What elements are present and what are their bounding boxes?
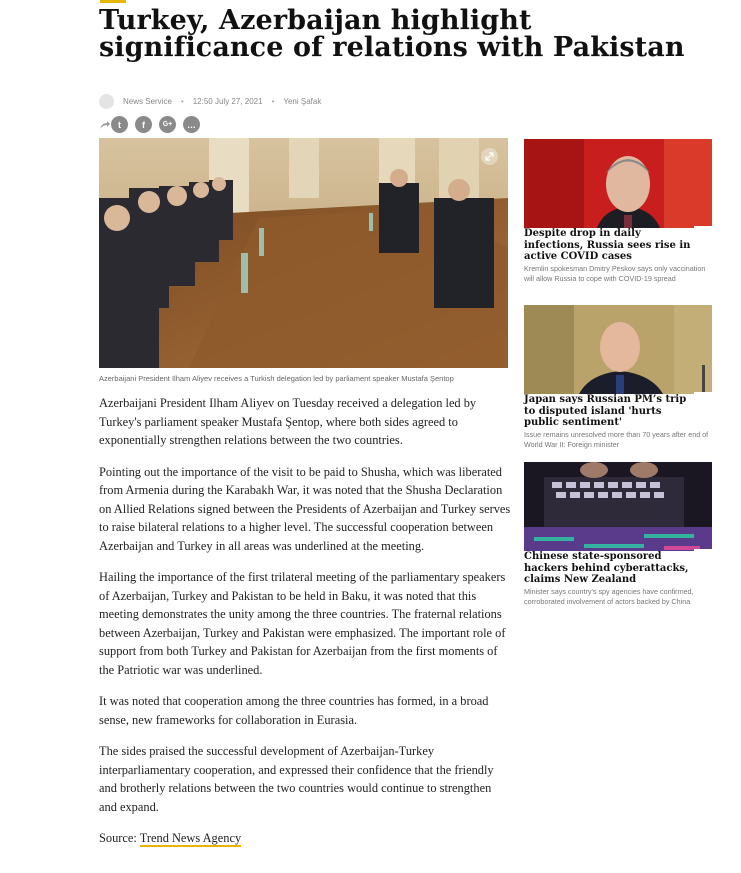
twitter-share-button[interactable] [111,116,128,133]
comment-icon: … [187,119,196,130]
meta-separator: • [180,96,184,106]
author-avatar [99,94,114,109]
publisher-name: Yeni Şafak [283,96,322,106]
meeting-photo [99,138,508,368]
source-link[interactable]: Trend News Agency [139,831,242,845]
article-paragraph: It was noted that cooperation among the three countries has formed, in a broad sense, new frameworks for collaboration in Eurasia. [99,694,489,727]
facebook-share-button[interactable] [135,116,152,133]
related-news-title[interactable]: Japan says Russian PM’s trip to disputed island 'hurts public sentiment' [524,394,712,429]
related-news-sidebar [524,139,712,606]
meta-separator: • [271,96,275,106]
article-paragraph: Hailing the importance of the first trilateral meeting of the parliamentary speakers of Azerbaijan, Turkey and Pakistan to be held in Baku, it was noted that this meeting demonstrates the unity among the three countries. The fraternal relations between Azerbaijan, Turkey and Pakistan were emphasized. The important role of support from both Turkey and Pakistan for Azerbaijan from the first moments of the Patriotic war was underlined. [99,570,506,677]
expand-arrows-icon [485,152,494,161]
related-news-card-2[interactable] [524,305,712,455]
share-arrow-icon [99,119,111,131]
article-paragraph: The sides praised the successful development of Azerbaijan-Turkey interparliamentary cooperation, and expressed their confidence that the friendly and brotherly relations between the two countries would continue to strengthen and expand. [99,744,494,814]
top-accent-bar [100,0,126,3]
related-news-card-3[interactable] [524,462,712,622]
expand-image-icon[interactable] [481,148,498,165]
related-news-title[interactable]: Despite drop in daily infections, Russia sees rise in active COVID cases [524,228,712,263]
facebook-icon: f [142,119,145,130]
share-bar [99,116,207,133]
image-caption: Azerbaijani President Ilham Aliyev receives a Turkish delegation led by parliament speaker Mustafa Şentop [99,374,454,383]
related-news-summary: Kremlin spokesman Dmitry Peskov says only vaccination will allow Russia to cope with COVID-19 spread [524,263,706,283]
related-news-summary: Issue remains unresolved more than 70 years after end of World War II: Foreign minister [524,429,709,449]
source-label: Source: [99,831,137,845]
article-body [99,394,511,861]
publish-datetime: 12:50 July 27, 2021 [192,96,263,106]
google-plus-icon: G+ [162,121,173,128]
twitter-icon: t [118,119,121,130]
related-news-title[interactable]: Chinese state-sponsored hackers behind cyberattacks, claims New Zealand [524,551,712,586]
related-news-card-1[interactable] [524,139,712,299]
article-paragraph: Pointing out the importance of the visit to be paid to Shusha, which was liberated from Armenia during the Karabakh War, it was noted that the Shusha Declaration on Allied Relations signed between the Presidents of Azerbaijan and Turkey serves to raise bilateral relations to a higher level. The successful cooperation between Azerbaijan and Turkey in all areas was underlined at the meeting. [99,464,511,553]
article-hero-image[interactable] [99,138,508,368]
article-title: Turkey, Azerbaijan highlight significance of relations with Pakistan [99,5,685,63]
article-paragraph: Azerbaijani President Ilham Aliyev on Tuesday received a delegation led by Turkey's parliament speaker Mustafa Şentop, where both sides agreed to exponentially strengthen relations between the two countries. [99,396,477,447]
article-source [99,829,511,848]
related-news-summary: Minister says country's spy agencies have confirmed, corroborated involvement of actors backed by China [524,586,694,606]
article-meta [99,93,321,109]
comment-button[interactable] [183,116,200,133]
google-share-button[interactable] [159,116,176,133]
author-name[interactable]: News Service [123,96,172,106]
